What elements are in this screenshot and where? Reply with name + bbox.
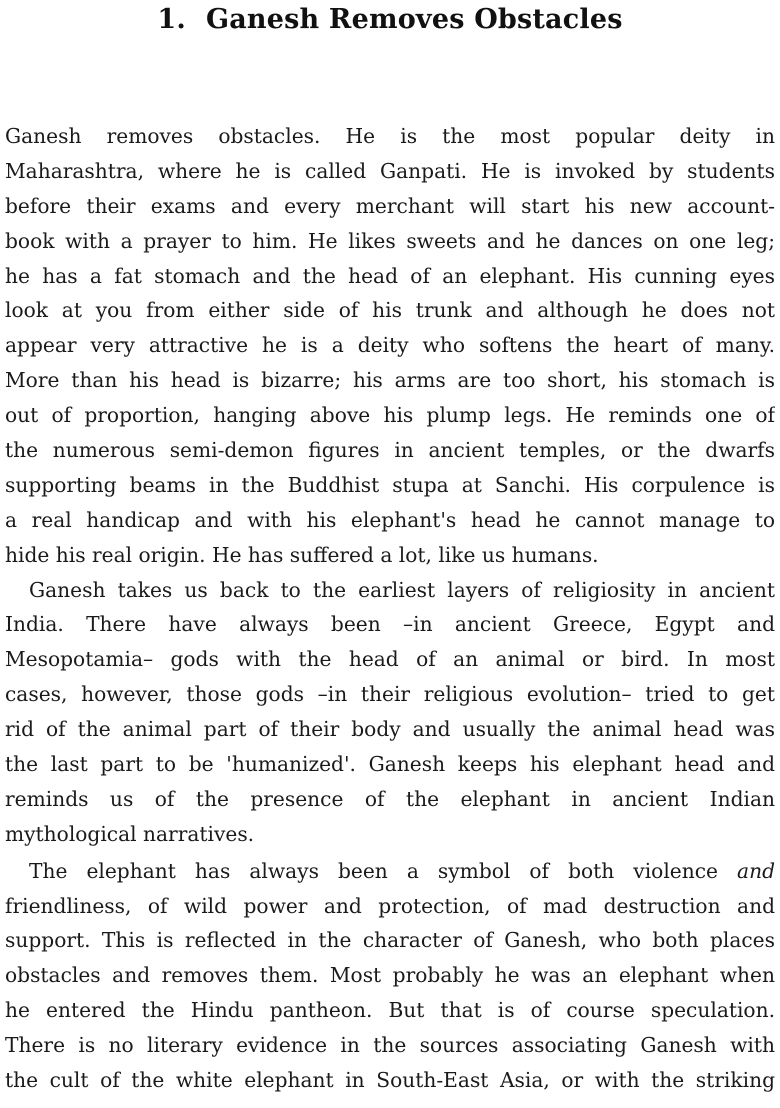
emphasis-word: and: [737, 858, 775, 883]
text-line: he has a fat stomach and the head of an elephant. His cunning eyes: [5, 263, 775, 288]
text-line: the numerous semi-demon figures in ancient temples, or the dwarfs: [5, 438, 775, 463]
text-line: support. This is reflected in the character of Ganesh, who both places: [5, 928, 775, 953]
text-line: the cult of the white elephant in South-East Asia, or with the striking: [5, 1068, 775, 1093]
text-line: before their exams and every merchant will start his new account-: [5, 193, 775, 218]
text-line: Maharashtra, where he is called Ganpati. He is invoked by students: [5, 158, 775, 183]
text-line: More than his head is bizarre; his arms are too short, his stomach is: [5, 368, 775, 393]
paragraph-1: [5, 119, 775, 573]
text-line: obstacles and removes them. Most probably he was an elephant when: [5, 963, 775, 988]
text-line: hide his real origin. He has suffered a lot, like us humans.: [5, 542, 599, 567]
text-line: cases, however, those gods –in their religious evolution– tried to get: [5, 682, 775, 707]
text-line: the last part to be 'humanized'. Ganesh keeps his elephant head and: [5, 752, 775, 777]
text-line: reminds us of the presence of the elephant in ancient Indian: [5, 786, 775, 811]
text-line: mythological narratives.: [5, 821, 255, 846]
chapter-title-text: Ganesh Removes Obstacles: [205, 4, 623, 35]
text-line: Ganesh takes us back to the earliest layers of religiosity in ancient: [29, 577, 775, 602]
text-line: The elephant has always been a symbol of both violence and: [29, 858, 775, 883]
text-line: book with a prayer to him. He likes sweets and he dances on one leg;: [5, 228, 775, 253]
text-line: appear very attractive he is a deity who softens the heart of many.: [5, 333, 775, 358]
text-line: a real handicap and with his elephant's head he cannot manage to: [5, 507, 775, 532]
paragraph-2: [5, 573, 775, 852]
text-line: out of proportion, hanging above his plump legs. He reminds one of: [5, 403, 775, 428]
text-line: he entered the Hindu pantheon. But that is of course speculation.: [5, 998, 775, 1023]
text-line: Mesopotamia– gods with the head of an animal or bird. In most: [5, 647, 775, 672]
text-line: supporting beams in the Buddhist stupa at Sanchi. His corpulence is: [5, 472, 775, 497]
text-line: Ganesh removes obstacles. He is the most popular deity in: [5, 124, 775, 148]
text-line: India. There have always been –in ancient Greece, Egypt and: [5, 612, 775, 637]
text-line: There is no literary evidence in the sources associating Ganesh with: [5, 1033, 775, 1058]
text-line: look at you from either side of his trunk and although he does not: [5, 298, 775, 323]
text-line: friendliness, of wild power and protection, of mad destruction and: [5, 893, 775, 918]
chapter-title: [0, 0, 780, 40]
body-text: [5, 119, 775, 1098]
paragraph-3: [5, 854, 775, 1098]
chapter-number: 1.: [157, 4, 186, 35]
text-line: rid of the animal part of their body and usually the animal head was: [5, 717, 775, 742]
